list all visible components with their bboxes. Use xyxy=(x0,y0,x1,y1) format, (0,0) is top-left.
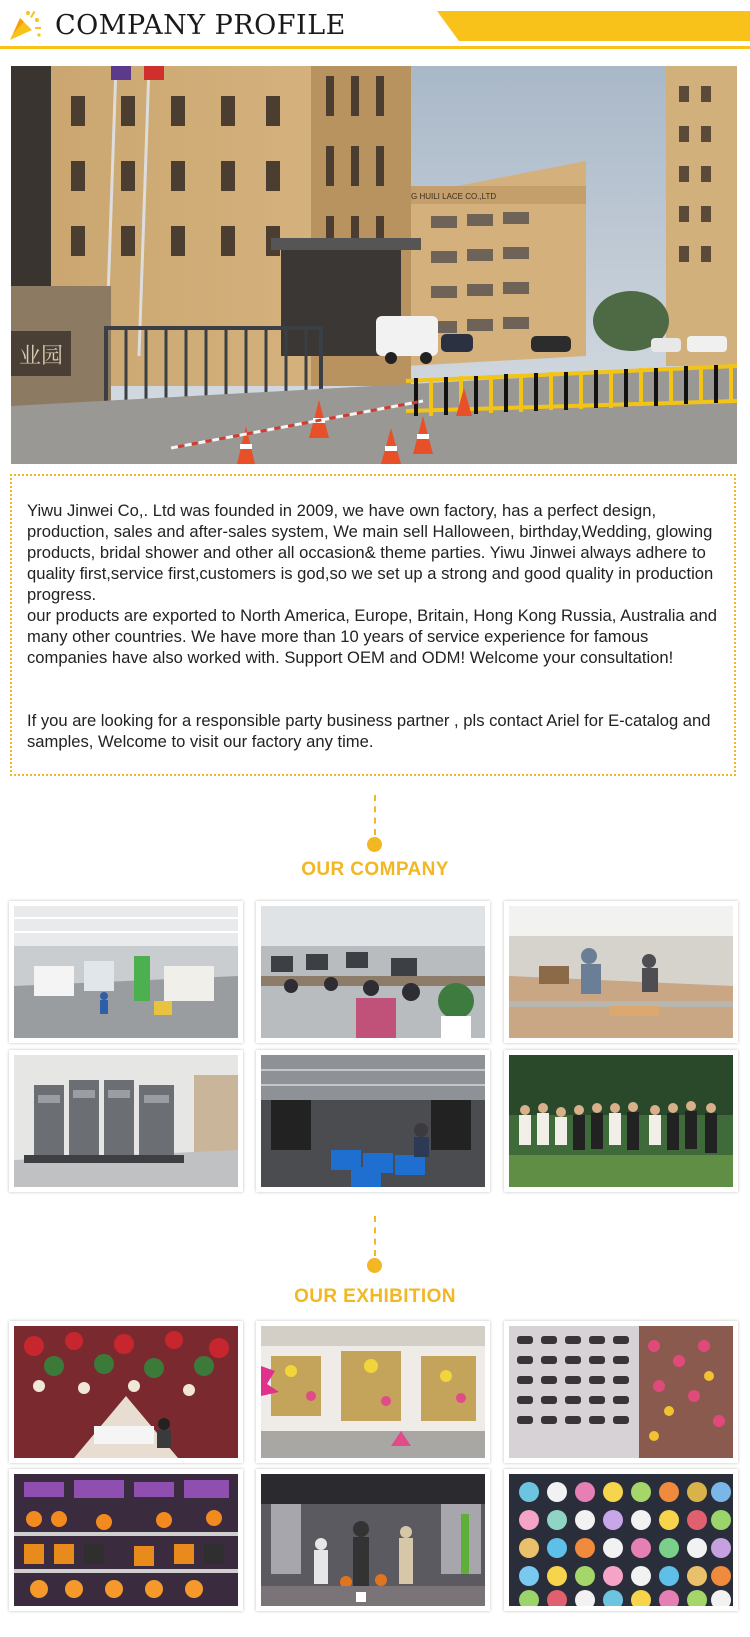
company-photo-warehouse-crates xyxy=(256,1050,490,1192)
page-header xyxy=(0,0,750,52)
exhibition-photo-halloween-costume-display xyxy=(256,1469,490,1611)
wall-sign: 业园 xyxy=(19,344,64,369)
building-sign: G HUILI LACE CO.,LTD xyxy=(411,192,497,201)
company-photo-workshop-tables xyxy=(504,901,738,1043)
company-intro-box xyxy=(10,474,736,776)
header-accent-band xyxy=(437,11,750,41)
exhibition-photo-sunglasses-wall xyxy=(504,1321,738,1463)
divider-dash xyxy=(374,1216,376,1256)
intro-paragraph: If you are looking for a responsible party business partner , pls contact Ariel for E-catalog and samples, Welcome to visit our factory any time. xyxy=(27,711,711,751)
exhibition-photo-halloween-shelves xyxy=(9,1469,243,1611)
company-photo-office-workers xyxy=(256,901,490,1043)
header-divider xyxy=(0,46,750,49)
divider-dash xyxy=(374,795,376,835)
divider-dot xyxy=(367,837,382,852)
company-photo-printing-machine xyxy=(9,1050,243,1192)
intro-paragraph: our products are exported to North America, Europe, Britain, Hong Kong Russia, Australia and many other countries. We have more than 10 years of service experience for famous companies have also worked with. Support OEM and ODM! Welcome your consultation! xyxy=(27,606,717,667)
divider-dot xyxy=(367,1258,382,1273)
intro-paragraph: Yiwu Jinwei Co,. Ltd was founded in 2009, we have own factory, has a perfect design, production, sales and after-sales system, We main sell Halloween, birthday,Wedding, glowing products, bridal shower and other all occasion& theme parties. Yiwu Jinwei always adhere to quality first,service first,customers is god,so we set up a strong and good quality in production progress. xyxy=(27,501,714,604)
section-title-exhibition: OUR EXHIBITION xyxy=(294,1286,456,1307)
section-divider-company xyxy=(0,795,750,885)
party-popper-icon xyxy=(8,8,42,42)
company-photo-factory-floor xyxy=(9,901,243,1043)
factory-building-photo xyxy=(11,66,737,464)
section-divider-exhibition xyxy=(0,1216,750,1306)
exhibition-photo-paper-plates-wall xyxy=(504,1469,738,1611)
section-title-company: OUR COMPANY xyxy=(301,859,449,880)
exhibition-photo-christmas-booth xyxy=(9,1321,243,1463)
page-title: COMPANY PROFILE xyxy=(55,10,346,41)
company-photo-team-group xyxy=(504,1050,738,1192)
exhibition-photo-party-decor-booth xyxy=(256,1321,490,1463)
